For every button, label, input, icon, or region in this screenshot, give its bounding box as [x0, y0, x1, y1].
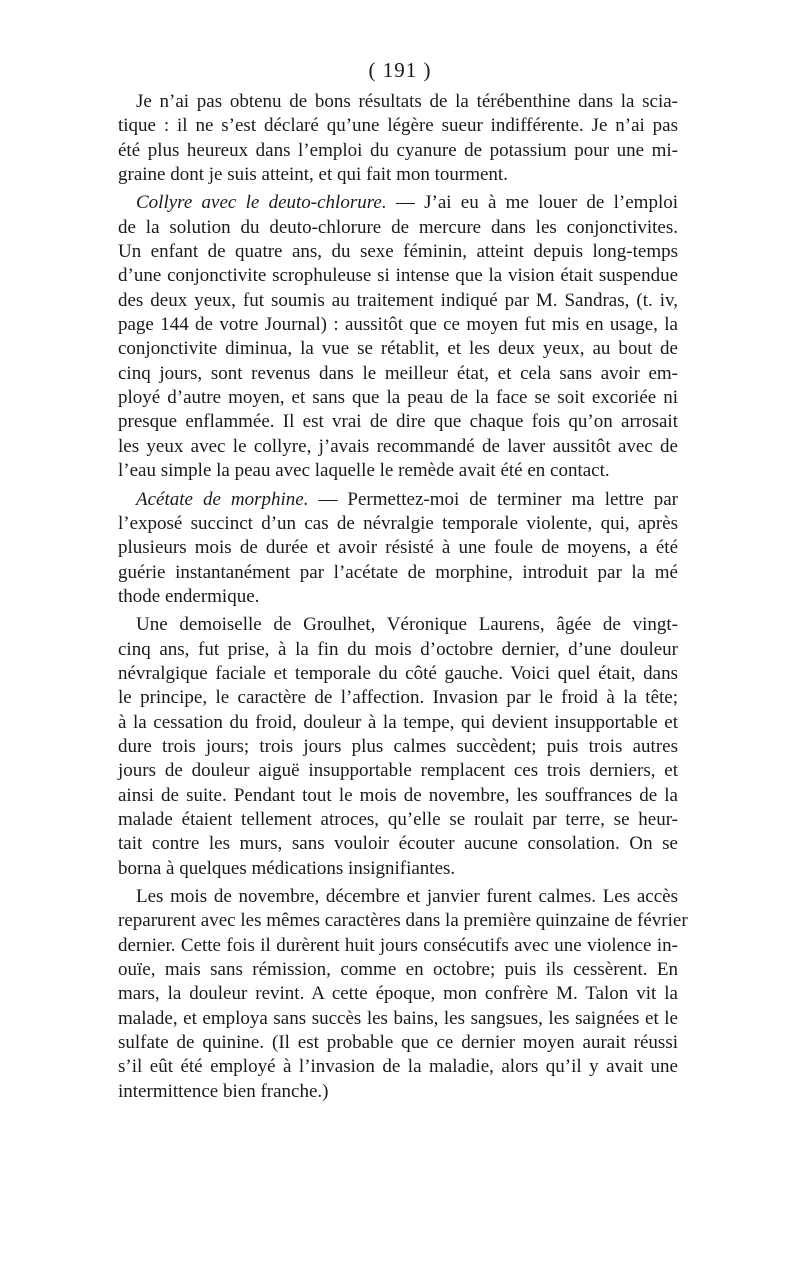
- line-text: d’une conjonctivite scrophuleuse si intense que la vision était suspendue: [118, 265, 678, 287]
- line-text: malade étaient tellement atroces, qu’elle se roulait par terre, se heur-: [118, 808, 678, 830]
- line-text: Un enfant de quatre ans, du sexe féminin, atteint depuis long-temps: [118, 241, 678, 263]
- text-line: [118, 1007, 678, 1031]
- text-line: [118, 832, 678, 856]
- text-line: [118, 536, 678, 560]
- line-text: des deux yeux, fut soumis au traitement indiqué par M. Sandras, (t. iv,: [118, 289, 678, 311]
- line-text: l’eau simple la peau avec laquelle le remède avait été en contact.: [118, 460, 610, 482]
- text-line: [118, 1031, 678, 1055]
- text-line: [118, 808, 678, 832]
- line-text: conjonctivite diminua, la vue se rétablit, et les deux yeux, au bout de: [118, 338, 678, 360]
- text-line: [118, 139, 678, 163]
- text-line: [118, 662, 678, 686]
- text-line: [118, 638, 678, 662]
- text-line: [118, 216, 678, 240]
- text-line: [118, 459, 678, 483]
- line-text: dernier. Cette fois il durèrent huit jours consécutifs avec une violence in-: [118, 934, 678, 956]
- line-text: plusieurs mois de durée et avoir résisté à une foule de moyens, a été: [118, 537, 678, 559]
- line-text: ouïe, mais sans rémission, comme en octobre; puis ils cessèrent. En: [118, 959, 678, 981]
- text-line: [118, 163, 678, 187]
- page-number: ( 191 ): [368, 58, 432, 82]
- line-text: tait contre les murs, sans vouloir écouter aucune consolation. On se: [118, 833, 678, 855]
- line-text: cinq ans, fut prise, à la fin du mois d’octobre dernier, d’une douleur: [118, 638, 678, 660]
- text-line: [118, 410, 678, 434]
- text-line: [118, 982, 678, 1006]
- text-line: [118, 909, 688, 933]
- line-text: mars, la douleur revint. A cette époque, mon confrère M. Talon vit la: [118, 983, 678, 1005]
- text-line: [118, 488, 678, 512]
- line-text: le principe, le caractère de l’affection. Invasion par le froid à la tête;: [118, 687, 678, 709]
- line-text: cinq jours, sont revenus dans le meilleur état, et cela sans avoir em-: [118, 362, 678, 384]
- line-text: ployé d’autre moyen, et sans que la peau de la face se soit excoriée ni: [118, 387, 678, 409]
- line-text: borna à quelques médications insignifiantes.: [118, 857, 456, 879]
- line-text: malade, et employa sans succès les bains, les sangsues, les saignées et le: [118, 1007, 678, 1029]
- line-text: été plus heureux dans l’emploi du cyanure de potassium pour une mi-: [118, 139, 678, 161]
- text-line: [118, 386, 678, 410]
- line-text: presque enflammée. Il est vrai de dire que chaque fois qu’on arrosait: [118, 411, 678, 433]
- line-text: — Permettez-moi de terminer ma lettre par: [308, 488, 678, 510]
- text-line: [118, 191, 678, 215]
- section-heading: Acétate de morphine.: [136, 488, 309, 510]
- line-text: à la cessation du froid, douleur à la tempe, qui devient insupportable et: [118, 711, 678, 733]
- line-text: Les mois de novembre, décembre et janvier furent calmes. Les accès: [136, 886, 678, 907]
- line-text: intermittence bien franche.): [118, 1080, 329, 1102]
- body-text: [118, 90, 688, 1104]
- text-line: [118, 114, 678, 138]
- text-line: [118, 1080, 678, 1104]
- text-line: [118, 885, 678, 909]
- text-line: [118, 435, 678, 459]
- section-heading: Collyre avec le deuto-chlorure.: [136, 192, 387, 214]
- text-line: [118, 958, 678, 982]
- text-line: [118, 934, 678, 958]
- line-text: guérie instantanément par l’acétate de morphine, introduit par la mé: [118, 561, 678, 583]
- text-line: [118, 289, 678, 313]
- line-text: l’exposé succinct d’un cas de névralgie temporale violente, qui, après: [118, 512, 678, 534]
- line-text: s’il eût été employé à l’invasion de la maladie, alors qu’il y avait une: [118, 1056, 678, 1078]
- text-line: [118, 735, 678, 759]
- text-line: [118, 362, 678, 386]
- line-text: de la solution du deuto-chlorure de mercure dans les conjonctivites.: [118, 216, 678, 238]
- line-text: reparurent avec les mêmes caractères dans la première quinzaine de février: [118, 910, 688, 932]
- line-text: les yeux avec le collyre, j’avais recommandé de laver aussitôt avec de: [118, 435, 678, 457]
- line-text: — J’ai eu à me louer de l’emploi: [386, 192, 678, 214]
- text-line: [118, 711, 678, 735]
- text-line: [118, 561, 678, 585]
- line-text: tique : il ne s’est déclaré qu’une légère sueur indifférente. Je n’ai pas: [118, 115, 678, 137]
- text-line: [118, 337, 678, 361]
- text-line: [118, 686, 678, 710]
- line-text: Une demoiselle de Groulhet, Véronique Laurens, âgée de vingt-: [136, 614, 678, 636]
- text-line: [118, 759, 678, 783]
- text-line: [118, 240, 678, 264]
- text-line: [118, 313, 678, 337]
- text-line: [118, 857, 678, 881]
- line-text: névralgique faciale et temporale du côté gauche. Voici quel était, dans: [118, 662, 678, 684]
- line-text: jours de douleur aiguë insupportable remplacent ces trois derniers, et: [118, 760, 678, 782]
- text-line: [118, 1055, 678, 1079]
- text-line: [118, 90, 678, 114]
- line-text: ainsi de suite. Pendant tout le mois de novembre, les souffrances de la: [118, 784, 678, 806]
- text-line: [118, 512, 678, 536]
- text-line: [118, 784, 678, 808]
- line-text: Je n’ai pas obtenu de bons résultats de la térébenthine dans la scia-: [136, 91, 678, 112]
- line-text: page 144 de votre Journal) : aussitôt que ce moyen fut mis en usage, la: [118, 314, 678, 336]
- text-line: [118, 613, 678, 637]
- text-line: [118, 264, 678, 288]
- text-line: [118, 585, 678, 609]
- line-text: thode endermique.: [118, 585, 260, 607]
- line-text: sulfate de quinine. (Il est probable que ce dernier moyen aurait réussi: [118, 1032, 678, 1054]
- line-text: dure trois jours; trois jours plus calmes succèdent; puis trois autres: [118, 735, 678, 757]
- line-text: graine dont je suis atteint, et qui fait mon tourment.: [118, 164, 508, 186]
